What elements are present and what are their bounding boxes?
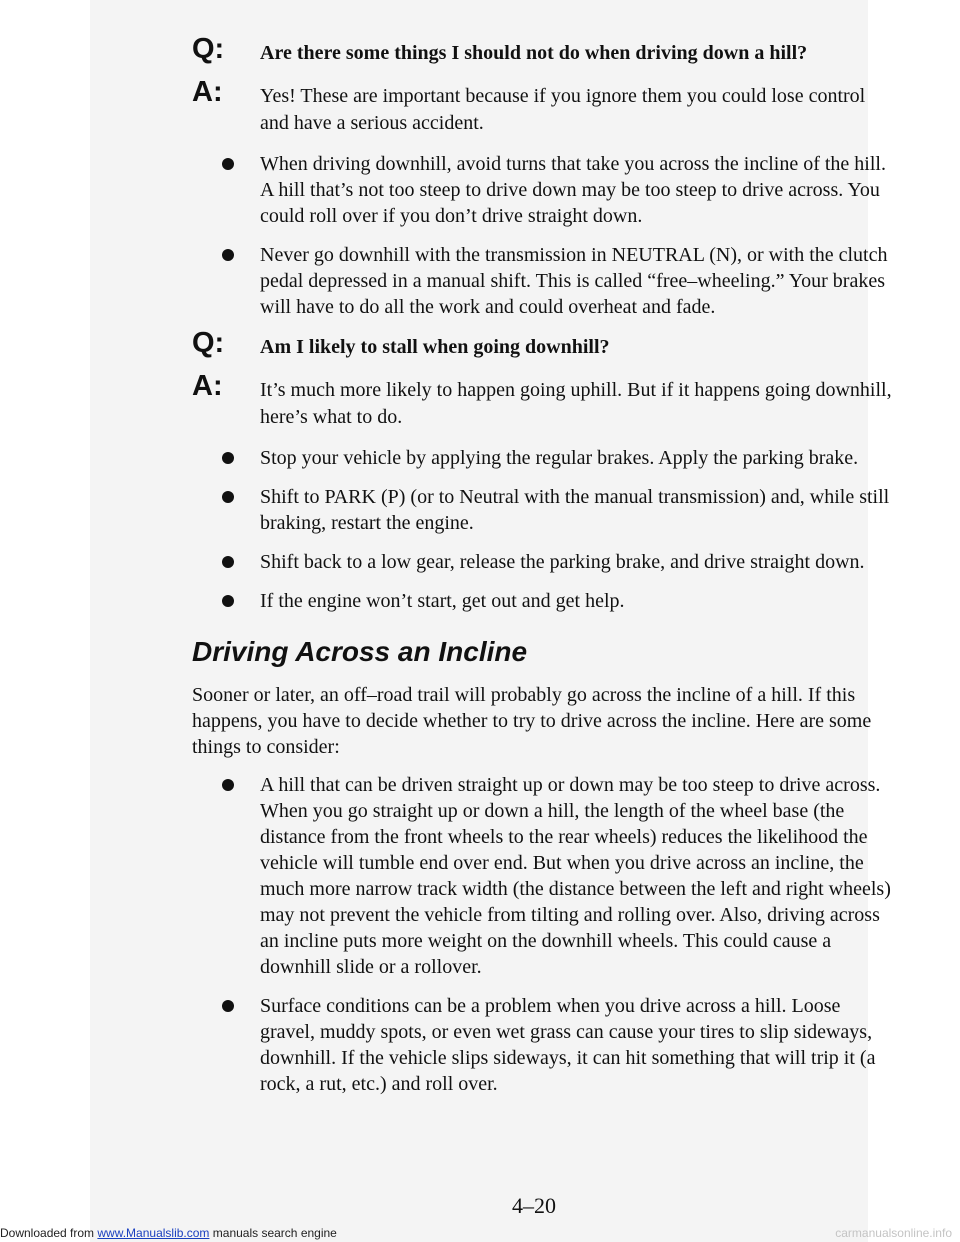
list-item: If the engine won’t start, get out and get help. — [192, 588, 892, 614]
q-mark: Q: — [192, 327, 225, 359]
answer-text: It’s much more likely to happen going uphill. But if it happens going downhill, here’s what to do. — [260, 379, 892, 428]
bullet-icon — [222, 491, 234, 503]
question-text: Are there some things I should not do when driving down a hill? — [260, 42, 808, 64]
manual-page — [90, 0, 892, 1242]
bullet-list-2 — [192, 445, 892, 614]
question-text: Am I likely to stall when going downhill? — [260, 336, 610, 358]
bullet-list-1 — [192, 151, 892, 320]
a-mark: A: — [192, 370, 223, 402]
page-content — [192, 33, 892, 1111]
answer-text: Yes! These are important because if you ignore them you could lose control and have a serious accident. — [260, 85, 866, 134]
manualslib-link[interactable]: www.Manualslib.com — [97, 1226, 210, 1240]
bullet-list-3 — [192, 772, 892, 1097]
list-item: Never go downhill with the transmission in NEUTRAL (N), or with the clutch pedal depressed in a manual shift. This is called “free–wheeling.” Your brakes will have to do all the work and could overheat and fade. — [192, 242, 892, 320]
list-item: Surface conditions can be a problem when you drive across a hill. Loose gravel, muddy spots, or even wet grass can cause your tires to slip sideways, downhill. If the vehicle slips sideways, it can hit something that will trip it (a rock, a rut, etc.) and roll over. — [192, 993, 892, 1097]
answer-2 — [192, 370, 892, 431]
a-mark: A: — [192, 76, 223, 108]
page-number: 4–20 — [512, 1193, 556, 1218]
watermark: carmanualsonline.info — [835, 1226, 952, 1240]
bullet-icon — [222, 556, 234, 568]
bullet-icon — [222, 1000, 234, 1012]
list-item: Shift back to a low gear, release the parking brake, and drive straight down. — [192, 549, 892, 575]
list-item: Shift to PARK (P) (or to Neutral with the manual transmission) and, while still braking, restart the engine. — [192, 484, 892, 536]
bullet-icon — [222, 158, 234, 170]
answer-1 — [192, 76, 892, 137]
bullet-icon — [222, 249, 234, 261]
list-item: A hill that can be driven straight up or down may be too steep to drive across. When you go straight up or down a hill, the length of the wheel base (the distance from the front wheels to the rear wheels) reduces the likelihood the vehicle will tumble end over end. But when you drive across an incline, the much more narrow track width (the distance between the left and right wheels) may not prevent the vehicle from tilting and rolling over. Also, driving across an incline puts more weight on the downhill wheels. This could cause a downhill slide or a rollover. — [192, 772, 892, 980]
bullet-icon — [222, 595, 234, 607]
list-item: Stop your vehicle by applying the regular brakes. Apply the parking brake. — [192, 445, 892, 471]
footer-suffix: manuals search engine — [209, 1226, 337, 1240]
list-item: When driving downhill, avoid turns that take you across the incline of the hill. A hill that’s not too steep to drive down may be too steep to drive across. You could roll over if you don’t drive straight down. — [192, 151, 892, 229]
question-1 — [192, 33, 892, 67]
bullet-icon — [222, 452, 234, 464]
section-heading: Driving Across an Incline — [192, 636, 528, 667]
section-intro: Sooner or later, an off–road trail will probably go across the incline of a hill. If this happens, you have to decide whether to try to drive across the incline. Here are some things to consider: — [192, 684, 872, 758]
q-mark: Q: — [192, 33, 225, 65]
question-2 — [192, 327, 892, 361]
footer-prefix: Downloaded from — [0, 1226, 98, 1240]
download-footer — [0, 1226, 337, 1240]
bullet-icon — [222, 779, 234, 791]
